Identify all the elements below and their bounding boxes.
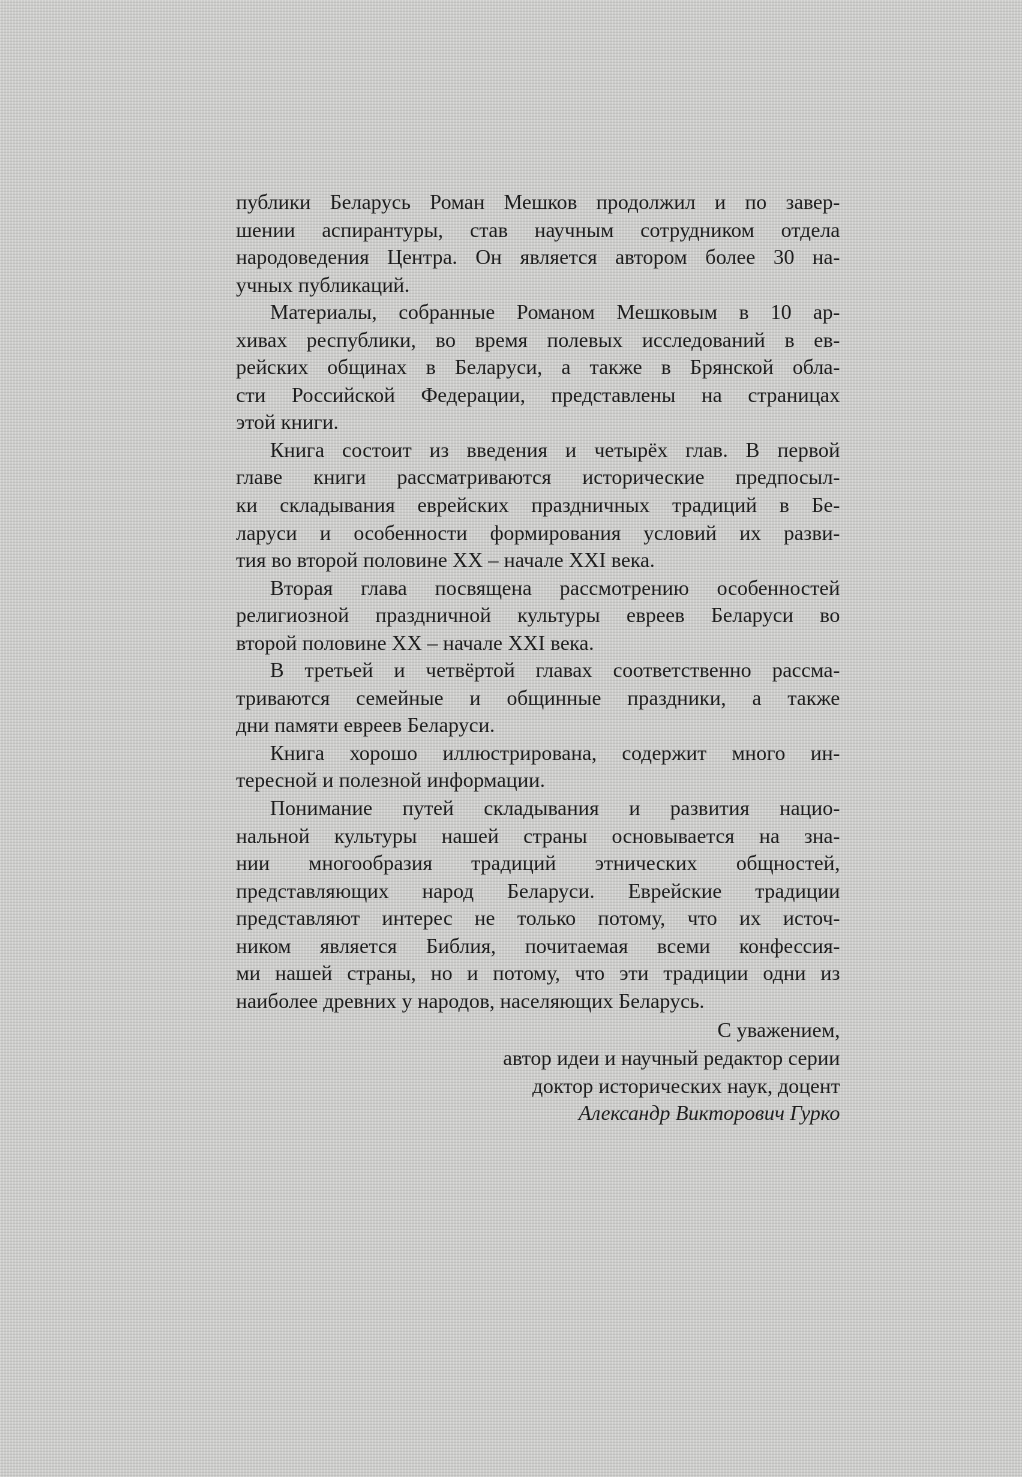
text-line: Книга состоит из введения и четырёх глав. В первой <box>270 437 840 462</box>
text-line: публики Беларусь Роман Мешков продолжил и по завер- <box>236 190 840 214</box>
signature-greeting: С уважением, <box>717 1018 840 1043</box>
text-line: Вторая глава посвящена рассмотрению особенностей <box>270 575 840 600</box>
text-line: этой книги. <box>236 410 339 435</box>
text-line: представляющих народ Беларуси. Еврейские традиции <box>236 878 840 903</box>
text-line: учных публикаций. <box>236 272 410 297</box>
text-line: второй половине XX – начале XXI века. <box>236 630 594 655</box>
text-line: нальной культуры нашей страны основывается на зна- <box>236 823 840 848</box>
text-line: тия во второй половине XX – начале XXI века. <box>236 548 655 573</box>
text-line: шении аспирантуры, став научным сотрудником отдела <box>236 217 840 242</box>
signature-block <box>236 1017 840 1127</box>
text-line: наиболее древних у народов, населяющих Беларусь. <box>236 988 705 1013</box>
signature-name: Александр Викторович Гурко <box>578 1101 840 1126</box>
body-text <box>236 189 840 1128</box>
paragraph-book-structure <box>236 437 840 575</box>
text-line: религиозной праздничной культуры евреев Беларуси во <box>236 603 840 628</box>
text-line: Понимание путей складывания и развития нацио- <box>270 796 840 821</box>
text-line: Книга хорошо иллюстрирована, содержит много ин- <box>270 740 840 765</box>
text-line: ки складывания еврейских праздничных традиций в Бе- <box>236 493 840 518</box>
text-line: дни памяти евреев Беларуси. <box>236 713 495 738</box>
paragraph-illustrations <box>236 740 840 795</box>
text-line: Материалы, собранные Романом Мешковым в 10 ар- <box>270 300 840 325</box>
signature-degree: доктор исторических наук, доцент <box>532 1073 840 1098</box>
text-line: ником является Библия, почитаемая всеми конфессия- <box>236 933 840 958</box>
text-line: главе книги рассматриваются исторические предпосыл- <box>236 465 840 490</box>
text-line: рейских общинах в Беларуси, а также в Брянской обла- <box>236 355 840 380</box>
text-line: тересной и полезной информации. <box>236 768 546 793</box>
paragraph-second-chapter <box>236 575 840 658</box>
text-line: нии многообразия традиций этнических общностей, <box>236 851 840 876</box>
text-line: сти Российской Федерации, представлены на страницах <box>236 382 840 407</box>
text-line: представляют интерес не только потому, что их источ- <box>236 906 840 931</box>
text-line: народоведения Центра. Он является автором более 30 на- <box>236 245 840 270</box>
paragraph-materials <box>236 299 840 437</box>
paragraph-national-culture <box>236 795 840 1015</box>
signature-role: автор идеи и научный редактор серии <box>503 1045 840 1070</box>
text-line: триваются семейные и общинные праздники, а также <box>236 685 840 710</box>
text-line: В третьей и четвёртой главах соответственно рассма- <box>270 658 840 683</box>
text-line: ми нашей страны, но и потому, что эти традиции одни из <box>236 961 840 986</box>
paragraph-third-fourth-chapters <box>236 657 840 740</box>
paragraph-author-career <box>236 189 840 299</box>
text-line: хивах республики, во время полевых исследований в ев- <box>236 327 840 352</box>
text-line: ларуси и особенности формирования условий их разви- <box>236 520 840 545</box>
